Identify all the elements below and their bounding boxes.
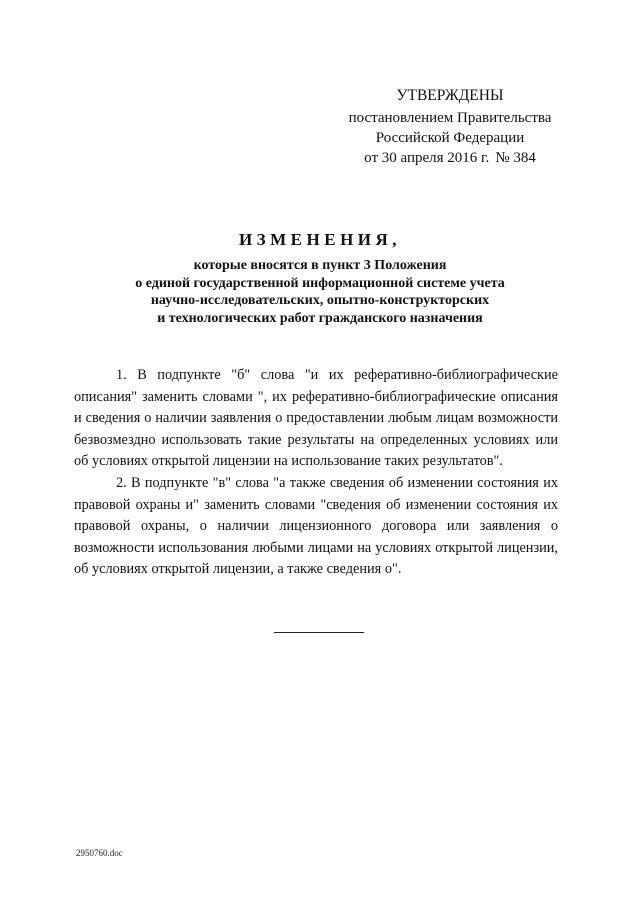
approval-number: № 384 xyxy=(495,150,536,166)
approval-line-1: постановлением Правительства xyxy=(348,110,552,126)
document-subtitle xyxy=(60,257,580,327)
approval-title: УТВЕРЖДЕНЫ xyxy=(396,87,504,104)
approval-line-2: Российской Федерации xyxy=(375,130,525,146)
subtitle-line: о единой государственной информационной системе учета xyxy=(135,275,505,291)
document-title: ИЗМЕНЕНИЯ, xyxy=(238,230,402,249)
approval-date-line xyxy=(330,148,570,168)
subtitle-line: которые вносятся в пункт 3 Положения xyxy=(193,258,447,273)
footer-doc-code: 2950760.doc xyxy=(76,848,123,858)
subtitle-line: и технологических работ гражданского назначения xyxy=(157,310,483,326)
document-heading xyxy=(60,229,580,327)
paragraph-2: 2. В подпункте "в" слова "а также сведения об изменении состояния их правовой охраны и" заменить словами "сведения об изменении состояния их правовой охраны, о наличии лицензионного договора или заявления о возможности использования любыми лицами на условиях открытой лицензии, об условиях открытой лицензии, а также сведения о". xyxy=(74,474,558,578)
approval-block xyxy=(330,86,570,168)
document-body xyxy=(74,365,558,581)
subtitle-line: научно-исследовательских, опытно-конструкторских xyxy=(150,293,490,308)
end-divider xyxy=(274,632,364,633)
approval-date: от 30 апреля 2016 г. xyxy=(364,150,490,166)
paragraph-1: 1. В подпункте "б" слова "и их реферативно-библиографические описания" заменить словами ", их реферативно-библиографические описания и сведения о наличии заявления о предоставлении любым лицам возможности безвозмездно использовать такие результаты на определенных условиях или об условиях открытой лицензии на использование таких результатов". xyxy=(74,367,558,470)
